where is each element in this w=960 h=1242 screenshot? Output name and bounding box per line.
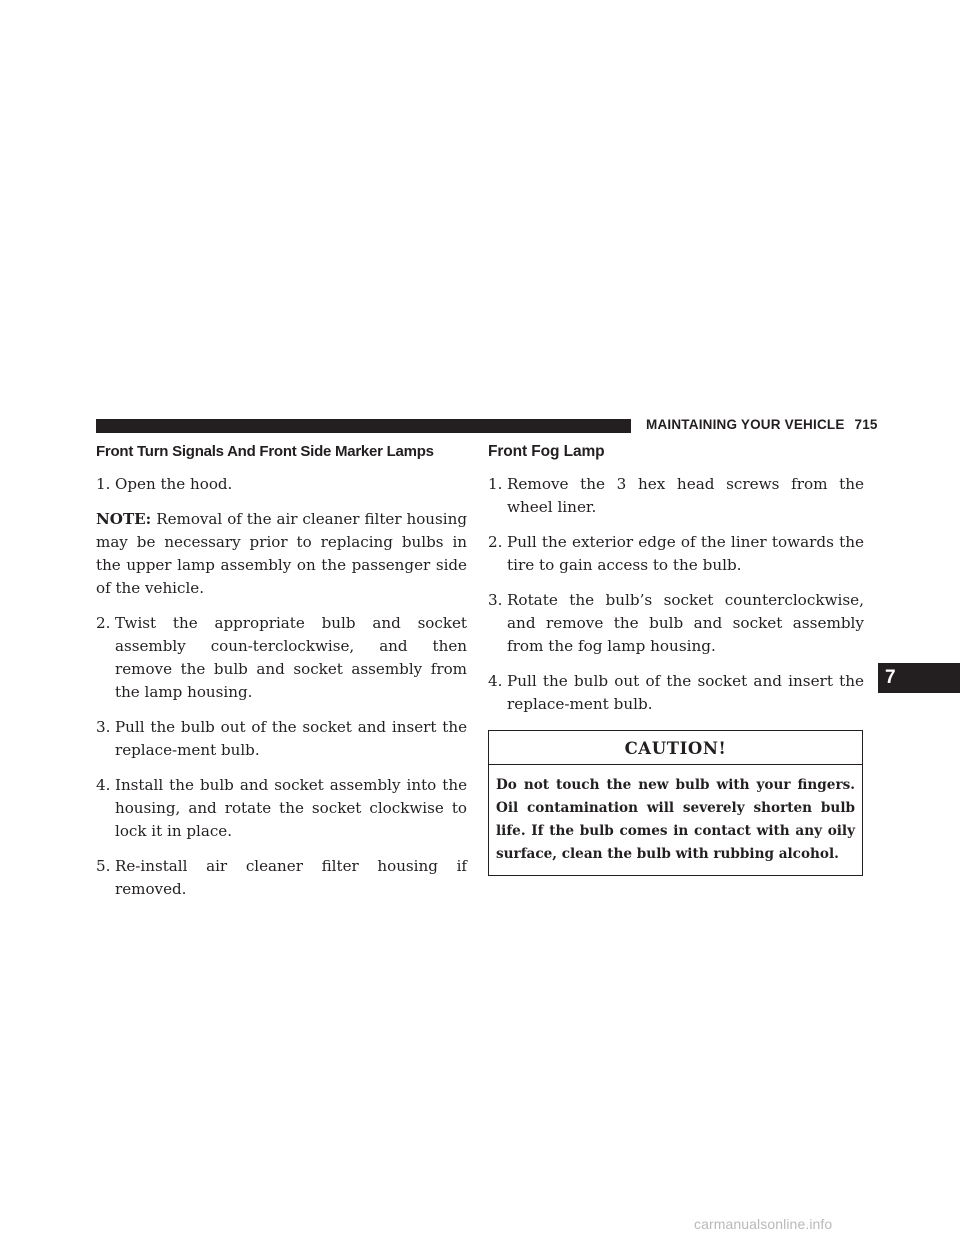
step-text: Rotate the bulb’s socket counterclockwise, and remove the bulb and socket assembly from the fog lamp housing.	[507, 591, 864, 655]
list-item	[96, 716, 467, 762]
note-label: NOTE:	[96, 510, 152, 528]
step-number: 1.	[96, 475, 111, 493]
list-item	[96, 855, 467, 901]
step-text: Pull the exterior edge of the liner towards the tire to gain access to the bulb.	[507, 533, 864, 574]
running-header	[646, 417, 878, 432]
header-rule	[96, 419, 631, 433]
step-text: Install the bulb and socket assembly into the housing, and rotate the socket clockwise to lock it in place.	[115, 776, 467, 840]
list-item	[96, 473, 467, 496]
caution-body: Do not touch the new bulb with your fingers. Oil contamination will severely shorten bulb life. If the bulb comes in contact with any oily surface, clean the bulb with rubbing alcohol.	[496, 777, 855, 862]
step-text: Pull the bulb out of the socket and insert the replace-ment bulb.	[507, 672, 864, 713]
section-heading-turn-signals: Front Turn Signals And Front Side Marker Lamps	[96, 443, 434, 460]
step-text: Remove the 3 hex head screws from the wheel liner.	[507, 475, 864, 516]
step-number: 4.	[488, 672, 503, 690]
chapter-tab: 7	[878, 663, 960, 693]
step-number: 3.	[488, 591, 503, 609]
step-text: Pull the bulb out of the socket and insert the replace-ment bulb.	[115, 718, 467, 759]
note-paragraph	[96, 508, 467, 600]
step-number: 2.	[488, 533, 503, 551]
list-item	[488, 589, 864, 658]
step-number: 1.	[488, 475, 503, 493]
watermark: carmanualsonline.info	[694, 1216, 833, 1232]
step-number: 5.	[96, 857, 111, 875]
caution-box	[488, 730, 863, 876]
list-item	[488, 531, 864, 577]
step-number: 2.	[96, 614, 111, 632]
list-item	[488, 670, 864, 716]
step-number: 3.	[96, 718, 111, 736]
list-item	[96, 774, 467, 843]
caution-title: CAUTION!	[489, 731, 862, 765]
step-text: Open the hood.	[115, 475, 233, 493]
step-text: Re-install air cleaner filter housing if removed.	[115, 857, 467, 898]
step-number: 4.	[96, 776, 111, 794]
note-text: Removal of the air cleaner filter housing may be necessary prior to replacing bulbs in the upper lamp assembly on the passenger side of the vehicle.	[96, 510, 467, 597]
section-title: MAINTAINING YOUR VEHICLE	[646, 417, 845, 432]
left-column	[96, 442, 467, 913]
page-number: 715	[854, 417, 878, 432]
right-column	[488, 442, 864, 876]
step-text: Twist the appropriate bulb and socket assembly coun-terclockwise, and then remove the bulb and socket assembly from the lamp housing.	[115, 614, 467, 701]
list-item	[488, 473, 864, 519]
section-heading-fog-lamp: Front Fog Lamp	[488, 443, 605, 460]
list-item	[96, 612, 467, 704]
